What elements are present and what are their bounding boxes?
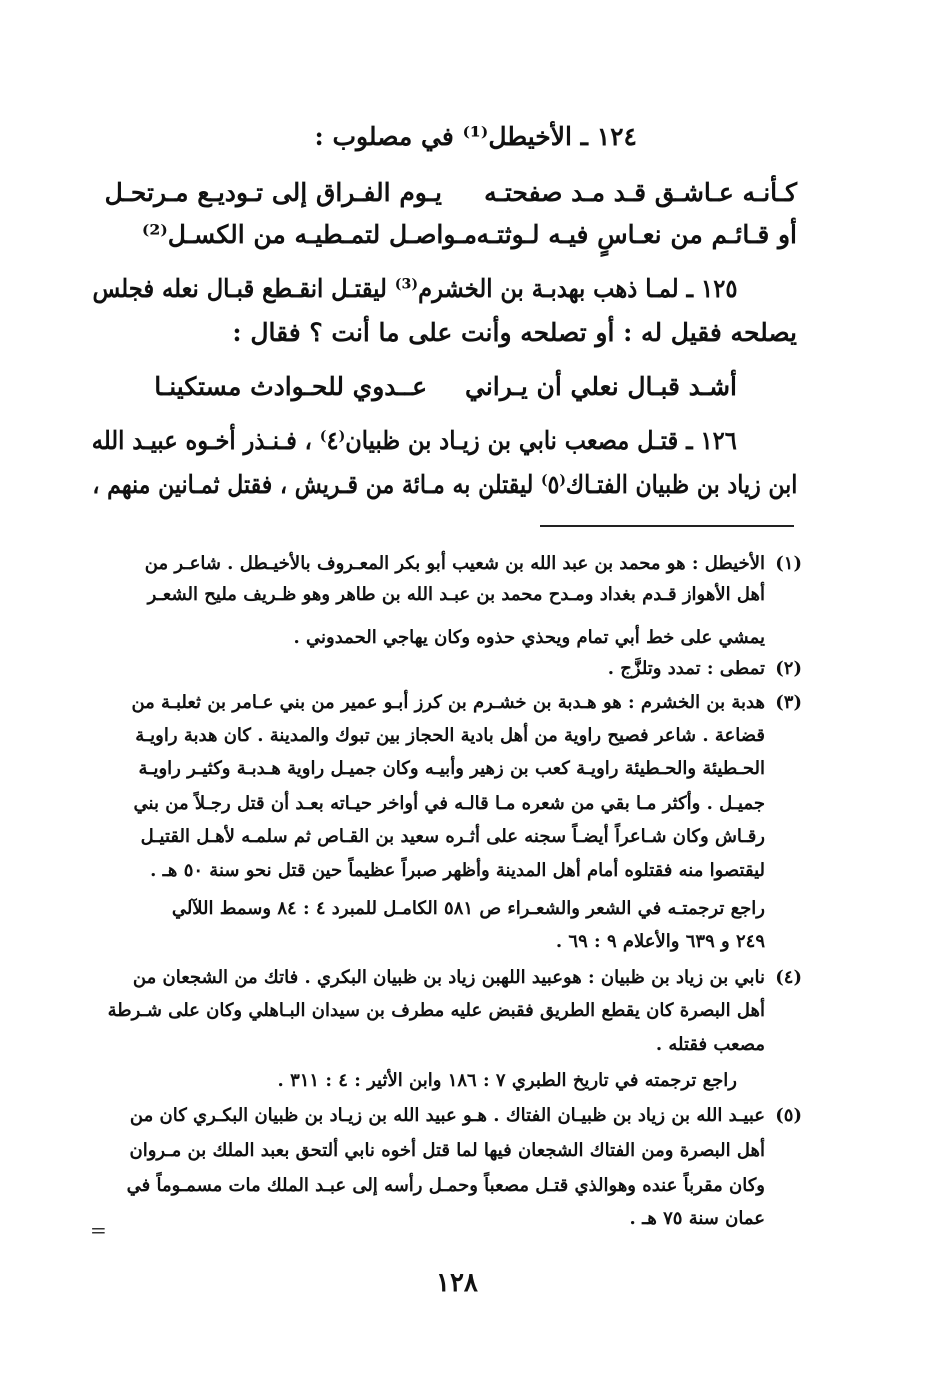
paragraph-126-line-2: ابن زياد بن ظبيان الفتـاك⁽٥⁾ ليقتلن به مـائة من قـريش ، فقتل ثمـانين منهم ، <box>92 470 797 499</box>
footnote-separator <box>540 525 794 527</box>
paragraph-124-heading: ١٢٤ ـ الأخيطل⁽¹⁾ في مصلوب : <box>314 122 637 151</box>
paragraph-126-line-1: ١٢٦ ـ قتـل مصعب نابي بن زيـاد بن ظبيان⁽٤⁾ ، فـنـذر أخـوه عبيـد الله <box>92 426 737 455</box>
verse-2-second-hemistich: مـواصـل لتمـطيـه من الكسـل⁽²⁾ <box>141 220 477 249</box>
footnote-3-line-4: جميـل . وأكثر مـا بقي من شعره مـا قالـه في أواخر حيـاته بعـد أن قتل رجـلاً من بني <box>133 793 765 814</box>
footnote-1-number: (١) <box>775 553 802 574</box>
footnote-5-line-2: أهل البصرة ومن الفتاك الشجعان فيها لما قتل أخوه نابي ألتحق بعبد الملك بن مـروان <box>129 1140 765 1161</box>
footnote-4-number: (٤) <box>775 967 802 988</box>
footnote-3-line-7: راجع ترجمتـه في الشعر والشعـراء ص ٥٨١ الكامـل للمبرد ٤ : ٨٤ وسمط اللآلي <box>171 898 765 919</box>
verse-3-second-hemistich: عــدوي للحـوادث مستكينـا <box>154 372 427 401</box>
footnote-5-line-3: وكان مقرباً عنده وهوالذي قتـل مصعباً وحمـل رأسه إلى عبـد الملك مات مسمـوماً في <box>126 1175 765 1196</box>
margin-mark: = <box>90 1218 107 1242</box>
footnote-3-line-8: ٢٤٩ و ٦٣٩ والأعلام ٩ : ٦٩ . <box>555 931 765 952</box>
footnote-2-line-1: تمطى : تمدد وتلزَّج . <box>607 658 765 679</box>
paragraph-125-line-1: ١٢٥ ـ لمـا ذهب بهدبـة بن الخشرم⁽³⁾ ليقتـل انقـطع قبـال نعله فجلس <box>92 274 737 303</box>
paragraph-125-line-2: يصلحه فقيل له : أو تصلحه وأنت على ما أنت ؟ فقال : <box>232 318 797 347</box>
footnote-3-line-3: الحـطيئة والحـطيئة راويـة كعب بن زهير وأبيـه وكان جميـل راوية هـدبـة وكثيـر راويـة <box>138 758 765 779</box>
verse-2-first-hemistich: أو قـائـم من نعـاسٍ فيـه لـوثتـه <box>476 220 797 249</box>
footnote-4-line-1: نابي بن زياد بن ظبيان : هوعبيد اللهبن زياد بن ظبيان البكري . فاتك من الشجعان من <box>132 967 765 988</box>
footnote-5-line-1: عبيـد الله بن زياد بن ظبيـان الفتاك . هـو عبيد الله بن زيـاد بن ظبيان البكـري كان من <box>129 1105 765 1126</box>
footnote-4-line-4: راجع ترجمته في تاريخ الطبري ٧ : ١٨٦ وابن الأثير : ٤ : ٣١١ . <box>277 1070 737 1091</box>
footnote-5-number: (٥) <box>775 1105 802 1126</box>
footnote-2-number: (٢) <box>775 658 802 679</box>
verse-1-second-hemistich: يـوم الفـراق إلى تـوديـع مـرتحـل <box>104 178 442 207</box>
page-number: ١٢٨ <box>436 1268 478 1298</box>
footnote-3-line-1: هدبة بن الخشرم : هو هـدبة بن خشـرم بن كرز أبـو عمير من بني عـامر بن ثعلبـة من <box>131 692 765 713</box>
verse-3-first-hemistich: أشـد قبـال نعلي أن يـراني <box>464 372 737 401</box>
footnote-1-line-2: أهل الأهواز قـدم بغداد ومـدح محمد بن عبـد الله بن طاهر وهو ظـريف مليح الشعـر <box>147 584 765 605</box>
footnote-3-line-2: قضاعة . شاعر فصيح راوية من أهل بادية الحجاز بين تبوك والمدينة . كان هدبة راويـة <box>135 725 765 746</box>
footnote-1-line-1: الأخيطل : هو محمد بن عبد الله بن شعيب أبو بكر المعـروف بالأخيـطل . شاعـر من <box>144 553 765 574</box>
footnote-3-number: (٣) <box>775 692 802 713</box>
footnote-5-line-4: عمان سنة ٧٥ هـ . <box>629 1208 765 1229</box>
verse-1-first-hemistich: كـأنـه عـاشـق قـد مـد صفحتـه <box>484 178 797 207</box>
footnote-3-line-6: ليقتصوا منه فقتلوه أمام أهل المدينة وأظهر صبراً عظيماً حين قتل نحو سنة ٥٠ هـ . <box>150 860 765 881</box>
footnote-4-line-2: أهل البصرة كان يقطع الطريق فقبض عليه مطرف بن سيدان البـاهلي وكان على شـرطة <box>107 1000 765 1021</box>
footnote-4-line-3: مصعب فقتله . <box>655 1034 765 1055</box>
footnote-3-line-5: رقـاش وكان شـاعراً أيضـاً سجنه على أثـره سعيد بن القـاص ثم سلمـه لأهـل القتيـل <box>140 826 765 847</box>
footnote-1-line-3: يمشي على خط أبي تمام ويحذي حذوه وكان يهاجي الحمدوني . <box>293 627 765 648</box>
